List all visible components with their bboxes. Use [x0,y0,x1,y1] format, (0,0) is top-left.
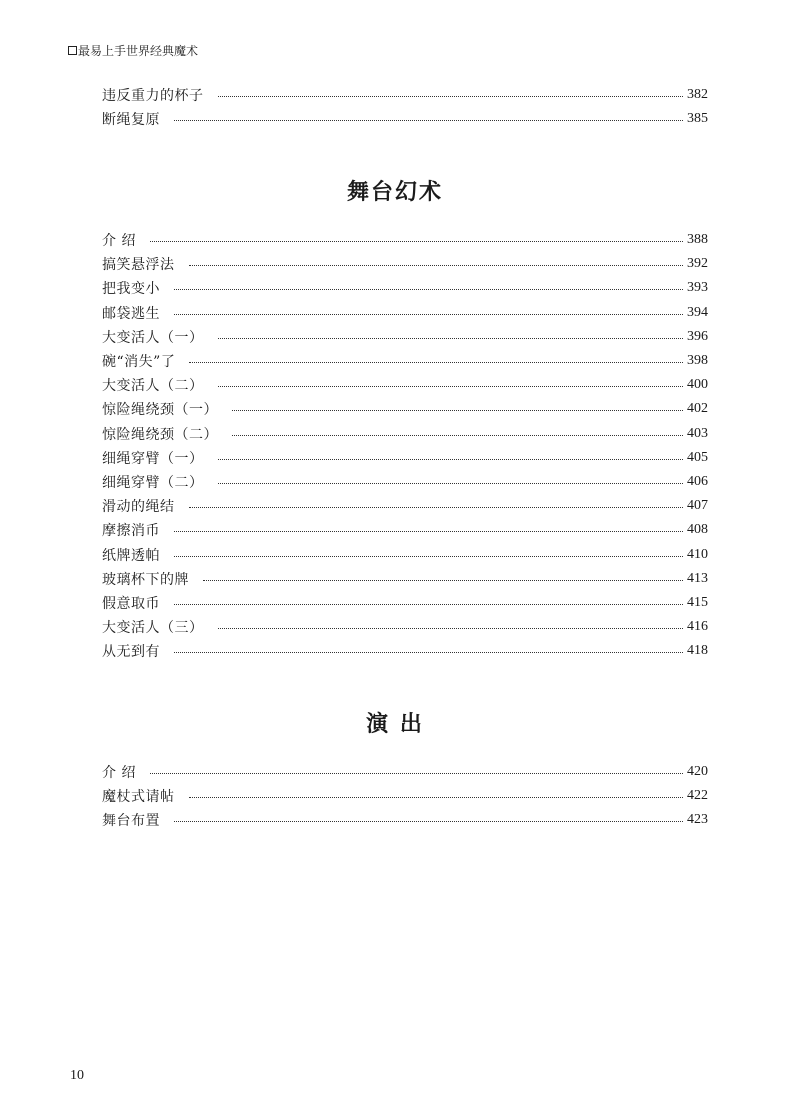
dot-leader [189,361,683,363]
toc-entry[interactable] [102,518,708,542]
toc-entry-title: 惊险绳绕颈（一） [102,402,218,419]
dot-leader [174,603,683,605]
toc-entry-page: 422 [687,788,708,804]
toc-entry-title: 断绳复原 [102,112,160,129]
toc-entry-page: 413 [687,570,708,586]
dot-leader [150,240,683,242]
toc-entry-page: 382 [687,87,708,103]
running-header [68,42,198,59]
toc-entry-page: 415 [687,594,708,610]
toc-entry[interactable] [102,760,708,784]
toc-entry[interactable] [102,567,708,591]
toc-entry-page: 423 [687,812,708,828]
toc-entry[interactable] [102,784,708,808]
book-title: 最易上手世界经典魔术 [78,44,199,58]
dot-leader [174,651,683,653]
toc-entry[interactable] [102,373,708,397]
toc-entry[interactable] [102,591,708,615]
toc-entry-title: 假意取币 [102,595,160,612]
toc-entry-page: 406 [687,473,708,489]
toc-entry[interactable] [102,107,708,131]
toc-entry-page: 410 [687,546,708,562]
toc-entry-title: 大变活人（三） [102,620,204,637]
dot-leader [218,458,684,460]
dot-leader [189,264,684,266]
toc-entry-title: 惊险绳绕颈（二） [102,426,218,443]
toc-entry-page: 385 [687,111,708,127]
toc-entry[interactable] [102,470,708,494]
page-number: 10 [70,1068,84,1083]
dot-leader [174,313,683,315]
toc-entry-page: 403 [687,425,708,441]
dot-leader [174,119,683,121]
toc-entry[interactable] [102,446,708,470]
toc-entry-page: 407 [687,498,708,514]
toc-entry-page: 405 [687,449,708,465]
dot-leader [218,337,684,339]
toc-entry-title: 介 绍 [102,233,136,250]
toc-entry-page: 408 [687,522,708,538]
section-heading-performance: 演 出 [366,711,424,737]
toc-entry[interactable] [102,325,708,349]
toc-entry[interactable] [102,349,708,373]
toc-entry-title: 魔杖式请帖 [102,789,175,806]
toc-entry[interactable] [102,422,708,446]
toc-entry-title: 摩擦消币 [102,523,160,540]
toc-entry-page: 398 [687,353,708,369]
section-heading-stage-illusions: 舞台幻术 [346,179,443,205]
square-outline-icon [68,46,77,55]
toc-entry-title: 舞台布置 [102,813,160,830]
dot-leader [189,796,684,798]
dot-leader [218,95,684,97]
toc-entry-page: 420 [687,764,708,780]
toc-continued-list [102,83,708,131]
toc-entry-title: 违反重力的杯子 [102,88,204,105]
toc-entry-title: 邮袋逃生 [102,305,160,322]
dot-leader [189,506,684,508]
dot-leader [174,555,683,557]
dot-leader [174,820,683,822]
dot-leader [174,530,683,532]
dot-leader [218,482,684,484]
toc-entry[interactable] [102,494,708,518]
toc-entry[interactable] [102,83,708,107]
toc-entry-page: 393 [687,280,708,296]
toc-entry-title: 大变活人（二） [102,378,204,395]
toc-entry-page: 416 [687,619,708,635]
toc-entry-title: 介 绍 [102,765,136,782]
toc-entry-title: 细绳穿臂（一） [102,450,204,467]
toc-entry[interactable] [102,252,708,276]
dot-leader [218,627,684,629]
toc-entry-page: 400 [687,377,708,393]
dot-leader [232,434,683,436]
toc-entry-page: 402 [687,401,708,417]
dot-leader [232,409,683,411]
toc-entry-title: 把我变小 [102,281,160,298]
toc-entry[interactable] [102,228,708,252]
toc-entry-page: 388 [687,232,708,248]
toc-entry-title: 碗“消失”了 [102,354,176,371]
toc-entry[interactable] [102,301,708,325]
dot-leader [203,579,683,581]
toc-entry[interactable] [102,397,708,421]
toc-stage-illusions-list [102,228,708,663]
toc-entry-page: 396 [687,328,708,344]
toc-entry-title: 从无到有 [102,644,160,661]
toc-entry[interactable] [102,808,708,832]
toc-entry[interactable] [102,639,708,663]
toc-entry-title: 大变活人（一） [102,329,204,346]
toc-entry-title: 滑动的绳结 [102,499,175,516]
toc-entry-page: 418 [687,643,708,659]
toc-entry[interactable] [102,276,708,300]
toc-entry-title: 细绳穿臂（二） [102,474,204,491]
toc-entry-page: 394 [687,304,708,320]
dot-leader [174,288,683,290]
toc-entry-page: 392 [687,256,708,272]
dot-leader [218,385,684,387]
toc-entry-title: 纸牌透帕 [102,547,160,564]
dot-leader [150,772,683,774]
toc-entry-title: 搞笑悬浮法 [102,257,175,274]
toc-entry[interactable] [102,542,708,566]
toc-performance-list [102,760,708,833]
toc-entry[interactable] [102,615,708,639]
toc-entry-title: 玻璃杯下的牌 [102,571,189,588]
